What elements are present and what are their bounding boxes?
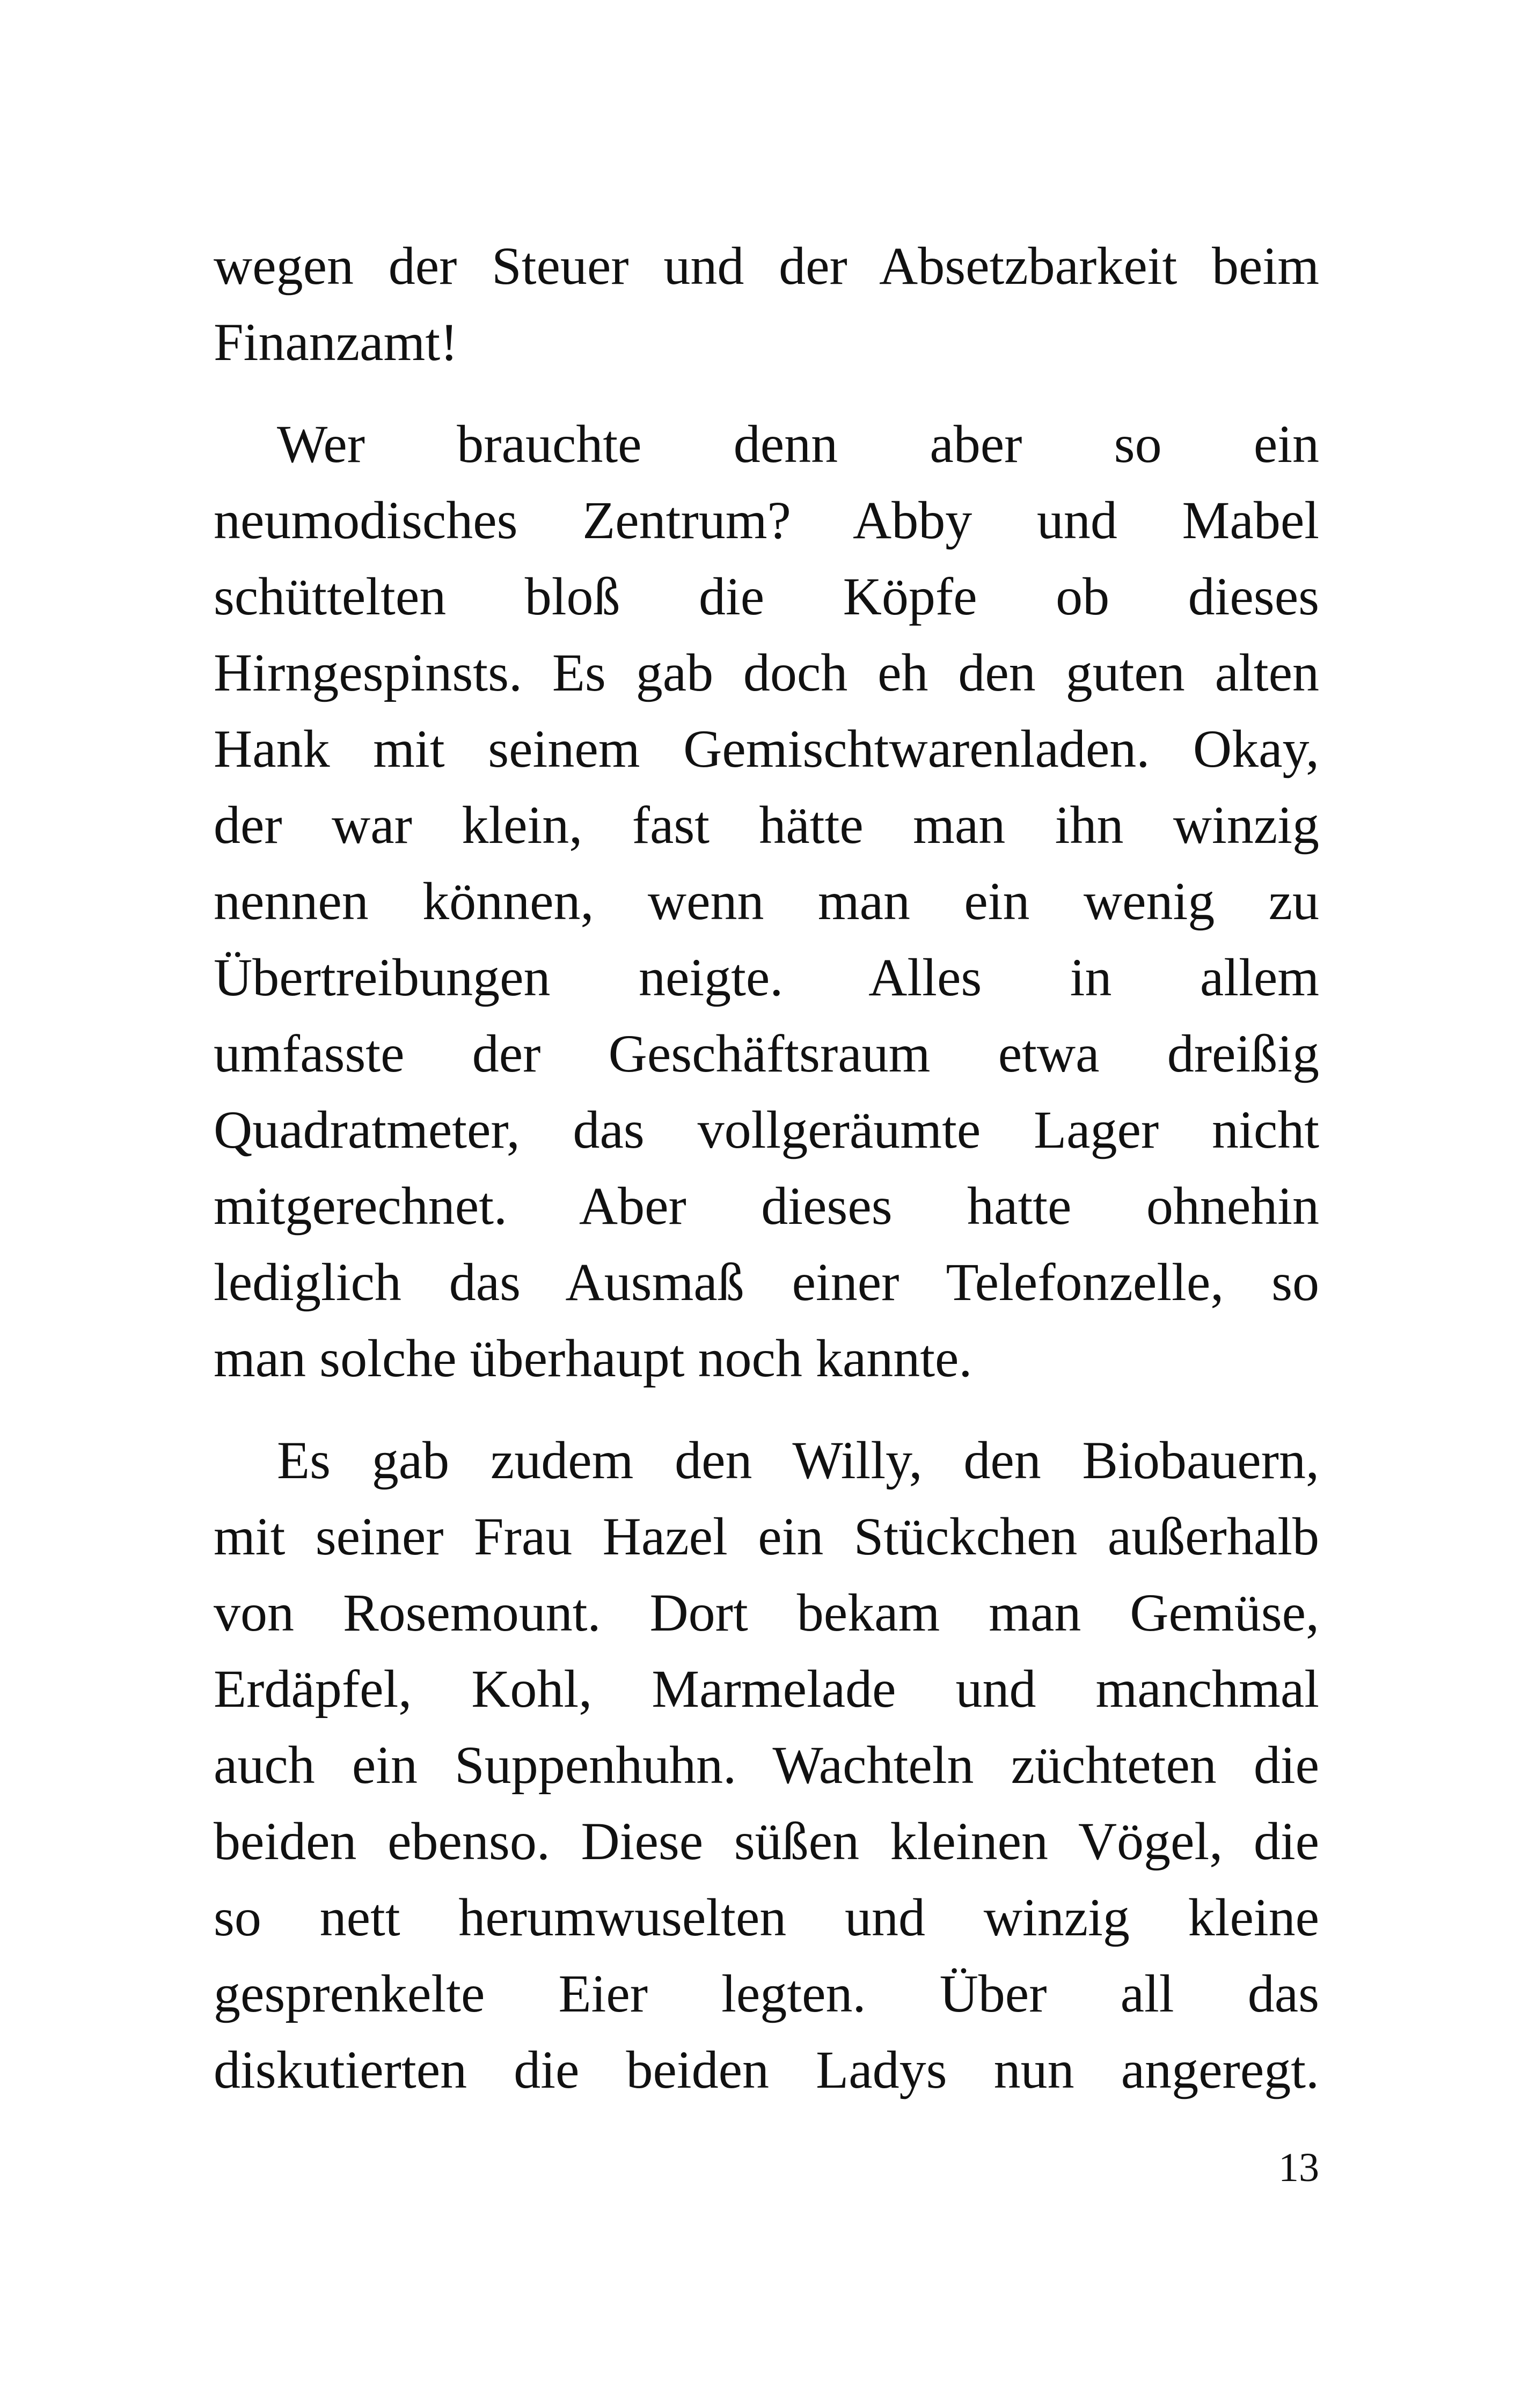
text-line: der war klein, fast hätte man ihn winzig [214, 795, 1319, 855]
text-line: mit seiner Frau Hazel ein Stückchen außerhalb [214, 1507, 1319, 1566]
text-line: so nett herumwuselten und winzig kleine [214, 1888, 1319, 1947]
text-line: Erdäpfel, Kohl, Marmelade und manchmal [214, 1659, 1319, 1719]
body-text [214, 228, 1319, 2108]
text-line: von Rosemount. Dort bekam man Gemüse, [214, 1583, 1319, 1642]
text-line: man solche überhaupt noch kannte. [214, 1328, 972, 1388]
text-line: Finanzamt! [214, 312, 458, 372]
paragraph-1 [214, 228, 1319, 380]
text-line: wegen der Steuer und der Absetzbarkeit beim [214, 236, 1319, 296]
text-line: umfasste der Geschäftsraum etwa dreißig [214, 1024, 1319, 1083]
text-line: Hank mit seinem Gemischtwarenladen. Okay, [214, 719, 1319, 779]
text-line: beiden ebenso. Diese süßen kleinen Vögel, die [214, 1811, 1319, 1871]
text-line: Wer brauchte denn aber so ein [277, 414, 1319, 474]
paragraph-2 [214, 406, 1319, 1397]
page-number: 13 [1278, 2145, 1319, 2190]
text-line: schüttelten bloß die Köpfe ob dieses [214, 567, 1319, 626]
text-line: auch ein Suppenhuhn. Wachteln züchteten die [214, 1735, 1319, 1795]
paragraph-3 [214, 1422, 1319, 2108]
text-line: gesprenkelte Eier legten. Über all das [214, 1964, 1319, 2023]
text-line: Quadratmeter, das vollgeräumte Lager nicht [214, 1100, 1319, 1159]
text-line: neumodisches Zentrum? Abby und Mabel [214, 490, 1319, 550]
text-line: nennen können, wenn man ein wenig zu [214, 871, 1319, 931]
text-line: lediglich das Ausmaß einer Telefonzelle, so [214, 1252, 1319, 1312]
text-line: Es gab zudem den Willy, den Biobauern, [277, 1430, 1319, 1490]
text-line: Übertreibungen neigte. Alles in allem [214, 948, 1319, 1007]
text-line: diskutierten die beiden Ladys nun angeregt. [214, 2040, 1319, 2099]
text-line: Hirngespinsts. Es gab doch eh den guten alten [214, 643, 1319, 702]
text-line: mitgerechnet. Aber dieses hatte ohnehin [214, 1176, 1319, 1236]
